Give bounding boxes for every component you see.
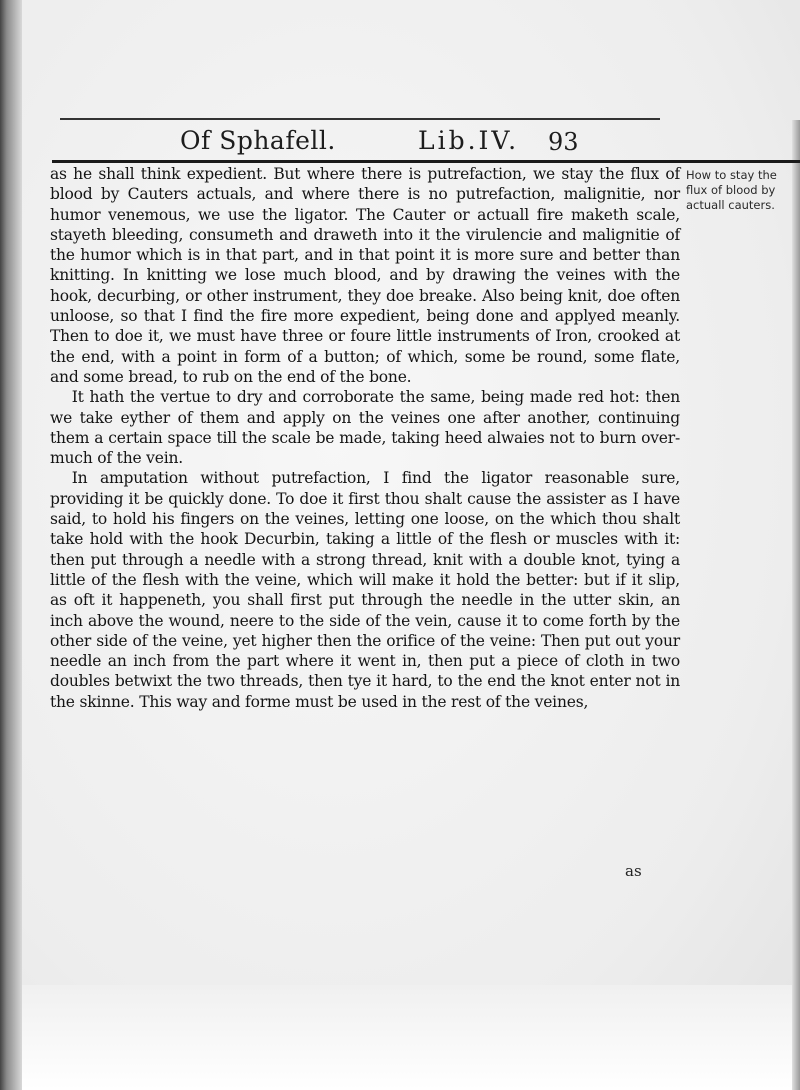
paragraph: It hath the vertue to dry and corroborate the same, being made red hot: then we take eyther of them and apply on the veines one after another, continuing them a certain space till the scale be made, taking heed alwaies not to burn over-much of the vein. [50, 388, 680, 468]
running-title: Of Sphafell. [180, 126, 336, 155]
page-edge [792, 120, 800, 1090]
previous-page-rule [60, 118, 660, 120]
binding-gutter [0, 0, 22, 1090]
page-number: 93 [548, 128, 579, 156]
header-rule [52, 160, 800, 163]
paragraph: In amputation without putrefaction, I find the ligator reasonable sure, providing it be quickly done. To doe it first thou shalt cause the assister as I have said, to hold his fingers on the veines, letting one loose, on the which thou shalt take hold with the hook Decurbin, taking a little of the flesh or muscles with it: then put through a needle with a strong thread, knit with a double knot, tying a little of the flesh with the veine, which will make it hold the better: but if it slip, as oft it happeneth, you shall first put through the needle in the utter skin, an inch above the wound, neere to the side of the vein, cause it to come forth by the other side of the veine, yet higher then the orifice of the veine: Then put out your needle an inch from the part where it went in, then put a piece of cloth in two doubles betwixt the two threads, then tye it hard, to the end the knot enter not in the skinne. This way and forme must be used in the rest of the veines, [50, 469, 680, 711]
paragraph: as he shall think expedient. But where there is putrefaction, we stay the flux of blood by Cauters actuals, and where there is no putrefaction, malignitie, nor humor venemous, we use the ligator. The Cauter or actuall fire maketh scale, stayeth bleeding, consumeth and draweth into it the virulencie and malignitie of the humor which is in that part, and in that point it is more sure and better than knitting. In knitting we lose much blood, and by drawing the veines with the hook, decurbing, or other instrument, they doe breake. Also being knit, doe often unloose, so that I find the fire more expedient, being done and applyed meanly. Then to doe it, we must have three or foure little instruments of Iron, crooked at the end, with a point in form of a button; of which, some be round, some flate, and some bread, to rub on the end of the bone. [50, 165, 680, 386]
book-number: Lib.IV. [418, 126, 520, 155]
body-text [50, 164, 680, 712]
blank-bottom-area [22, 985, 792, 1090]
marginal-note: How to stay the flux of blood by actuall cauters. [686, 168, 777, 212]
catchword: as [625, 862, 642, 880]
